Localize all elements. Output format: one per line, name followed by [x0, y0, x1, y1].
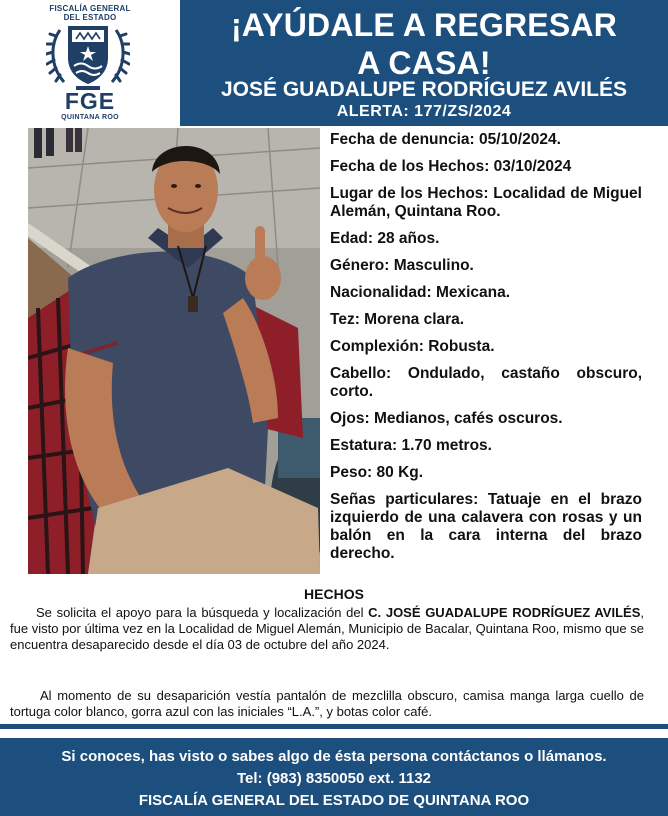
detail-distinguishing-marks	[330, 491, 642, 563]
detail-label: Fecha de los Hechos:	[330, 158, 490, 175]
facts-p1-name: C. JOSÉ GUADALUPE RODRÍGUEZ AVILÉS	[368, 605, 641, 620]
detail-value: Masculino.	[393, 257, 474, 274]
detail-label: Estatura:	[330, 437, 398, 454]
logo-state: QUINTANA ROO	[61, 114, 119, 121]
logo-line-1: FISCALÍA GENERAL	[49, 4, 131, 13]
logo-line-2: DEL ESTADO	[63, 13, 117, 22]
facts-paragraph-1	[10, 605, 644, 653]
detail-age	[330, 230, 642, 248]
detail-value: Morena clara.	[364, 311, 465, 328]
detail-report-date	[330, 131, 642, 149]
detail-label: Cabello:	[330, 365, 392, 382]
logo-acronym: FGE	[64, 88, 116, 114]
facts-p1-after: , fue visto por última vez en la Localidad de Miguel Alemán, Municipio de Bacalar, Quintana Roo, mismo que se encuentra desaparecido desde el día 03 de octubre del año 2024.	[10, 605, 644, 652]
fge-logo	[0, 0, 180, 126]
facts-heading: HECHOS	[304, 586, 364, 602]
detail-label: Ojos:	[330, 410, 370, 427]
detail-label: Fecha de denuncia:	[330, 131, 475, 148]
person-details	[330, 131, 642, 572]
detail-label: Señas particulares:	[330, 491, 479, 508]
detail-gender	[330, 257, 642, 275]
detail-value: Ondulado, castaño obscuro, corto.	[330, 365, 642, 400]
page-title	[180, 6, 668, 82]
shield-emblem-icon	[46, 22, 130, 92]
facts-p1-before: Se solicita el apoyo para la búsqueda y localización del	[36, 605, 369, 620]
footer-divider	[0, 724, 668, 729]
detail-value: 1.70 metros.	[401, 437, 492, 454]
detail-event-place	[330, 185, 642, 221]
detail-nationality	[330, 284, 642, 302]
detail-value: Localidad de Miguel Alemán, Quintana Roo.	[330, 185, 642, 220]
detail-value: Medianos, cafés oscuros.	[373, 410, 563, 427]
detail-label: Complexión:	[330, 338, 424, 355]
detail-value: 05/10/2024.	[479, 131, 561, 148]
detail-eyes	[330, 410, 642, 428]
detail-label: Tez:	[330, 311, 360, 328]
detail-value: 28 años.	[377, 230, 440, 247]
missing-person-name: JOSÉ GUADALUPE RODRÍGUEZ AVILÉS	[220, 78, 628, 101]
detail-event-date	[330, 158, 642, 176]
detail-label: Género:	[330, 257, 390, 274]
detail-label: Peso:	[330, 464, 373, 481]
detail-value: Tatuaje en el brazo izquierdo de una calavera con rosas y un balón en la cara interna del brazo derecho.	[330, 491, 643, 562]
alert-number: ALERTA: 177/ZS/2024	[336, 103, 512, 120]
contact-footer	[0, 738, 668, 816]
agency-name: FISCALÍA GENERAL DEL ESTADO DE QUINTANA ROO	[138, 792, 530, 809]
detail-build	[330, 338, 642, 356]
detail-label: Edad:	[330, 230, 374, 247]
person-photo-illustration	[28, 128, 320, 574]
detail-hair	[330, 365, 642, 401]
detail-value: 03/10/2024	[493, 158, 572, 175]
detail-value: 80 Kg.	[376, 464, 424, 481]
contact-message: Si conoces, has visto o sabes algo de ésta persona contáctanos o llámanos.	[61, 748, 607, 765]
detail-label: Lugar de los Hechos:	[330, 185, 489, 202]
detail-complexion-tone	[330, 311, 642, 329]
title-line-1: ¡AYÚDALE A REGRESAR	[230, 7, 618, 43]
detail-value: Robusta.	[428, 338, 495, 355]
title-line-2: A CASA!	[357, 45, 491, 81]
detail-height	[330, 437, 642, 455]
detail-weight	[330, 464, 642, 482]
detail-value: Mexicana.	[435, 284, 511, 301]
facts-paragraph-2: Al momento de su desaparición vestía pantalón de mezclilla obscuro, camisa manga larga cuello de tortuga color blanco, gorra azul con las iniciales “L.A.”, y botas color café.	[10, 688, 644, 719]
missing-person-photo	[28, 128, 320, 574]
detail-label: Nacionalidad:	[330, 284, 432, 301]
contact-phone: Tel: (983) 8350050 ext. 1132	[236, 770, 432, 787]
logo-title	[0, 4, 180, 22]
